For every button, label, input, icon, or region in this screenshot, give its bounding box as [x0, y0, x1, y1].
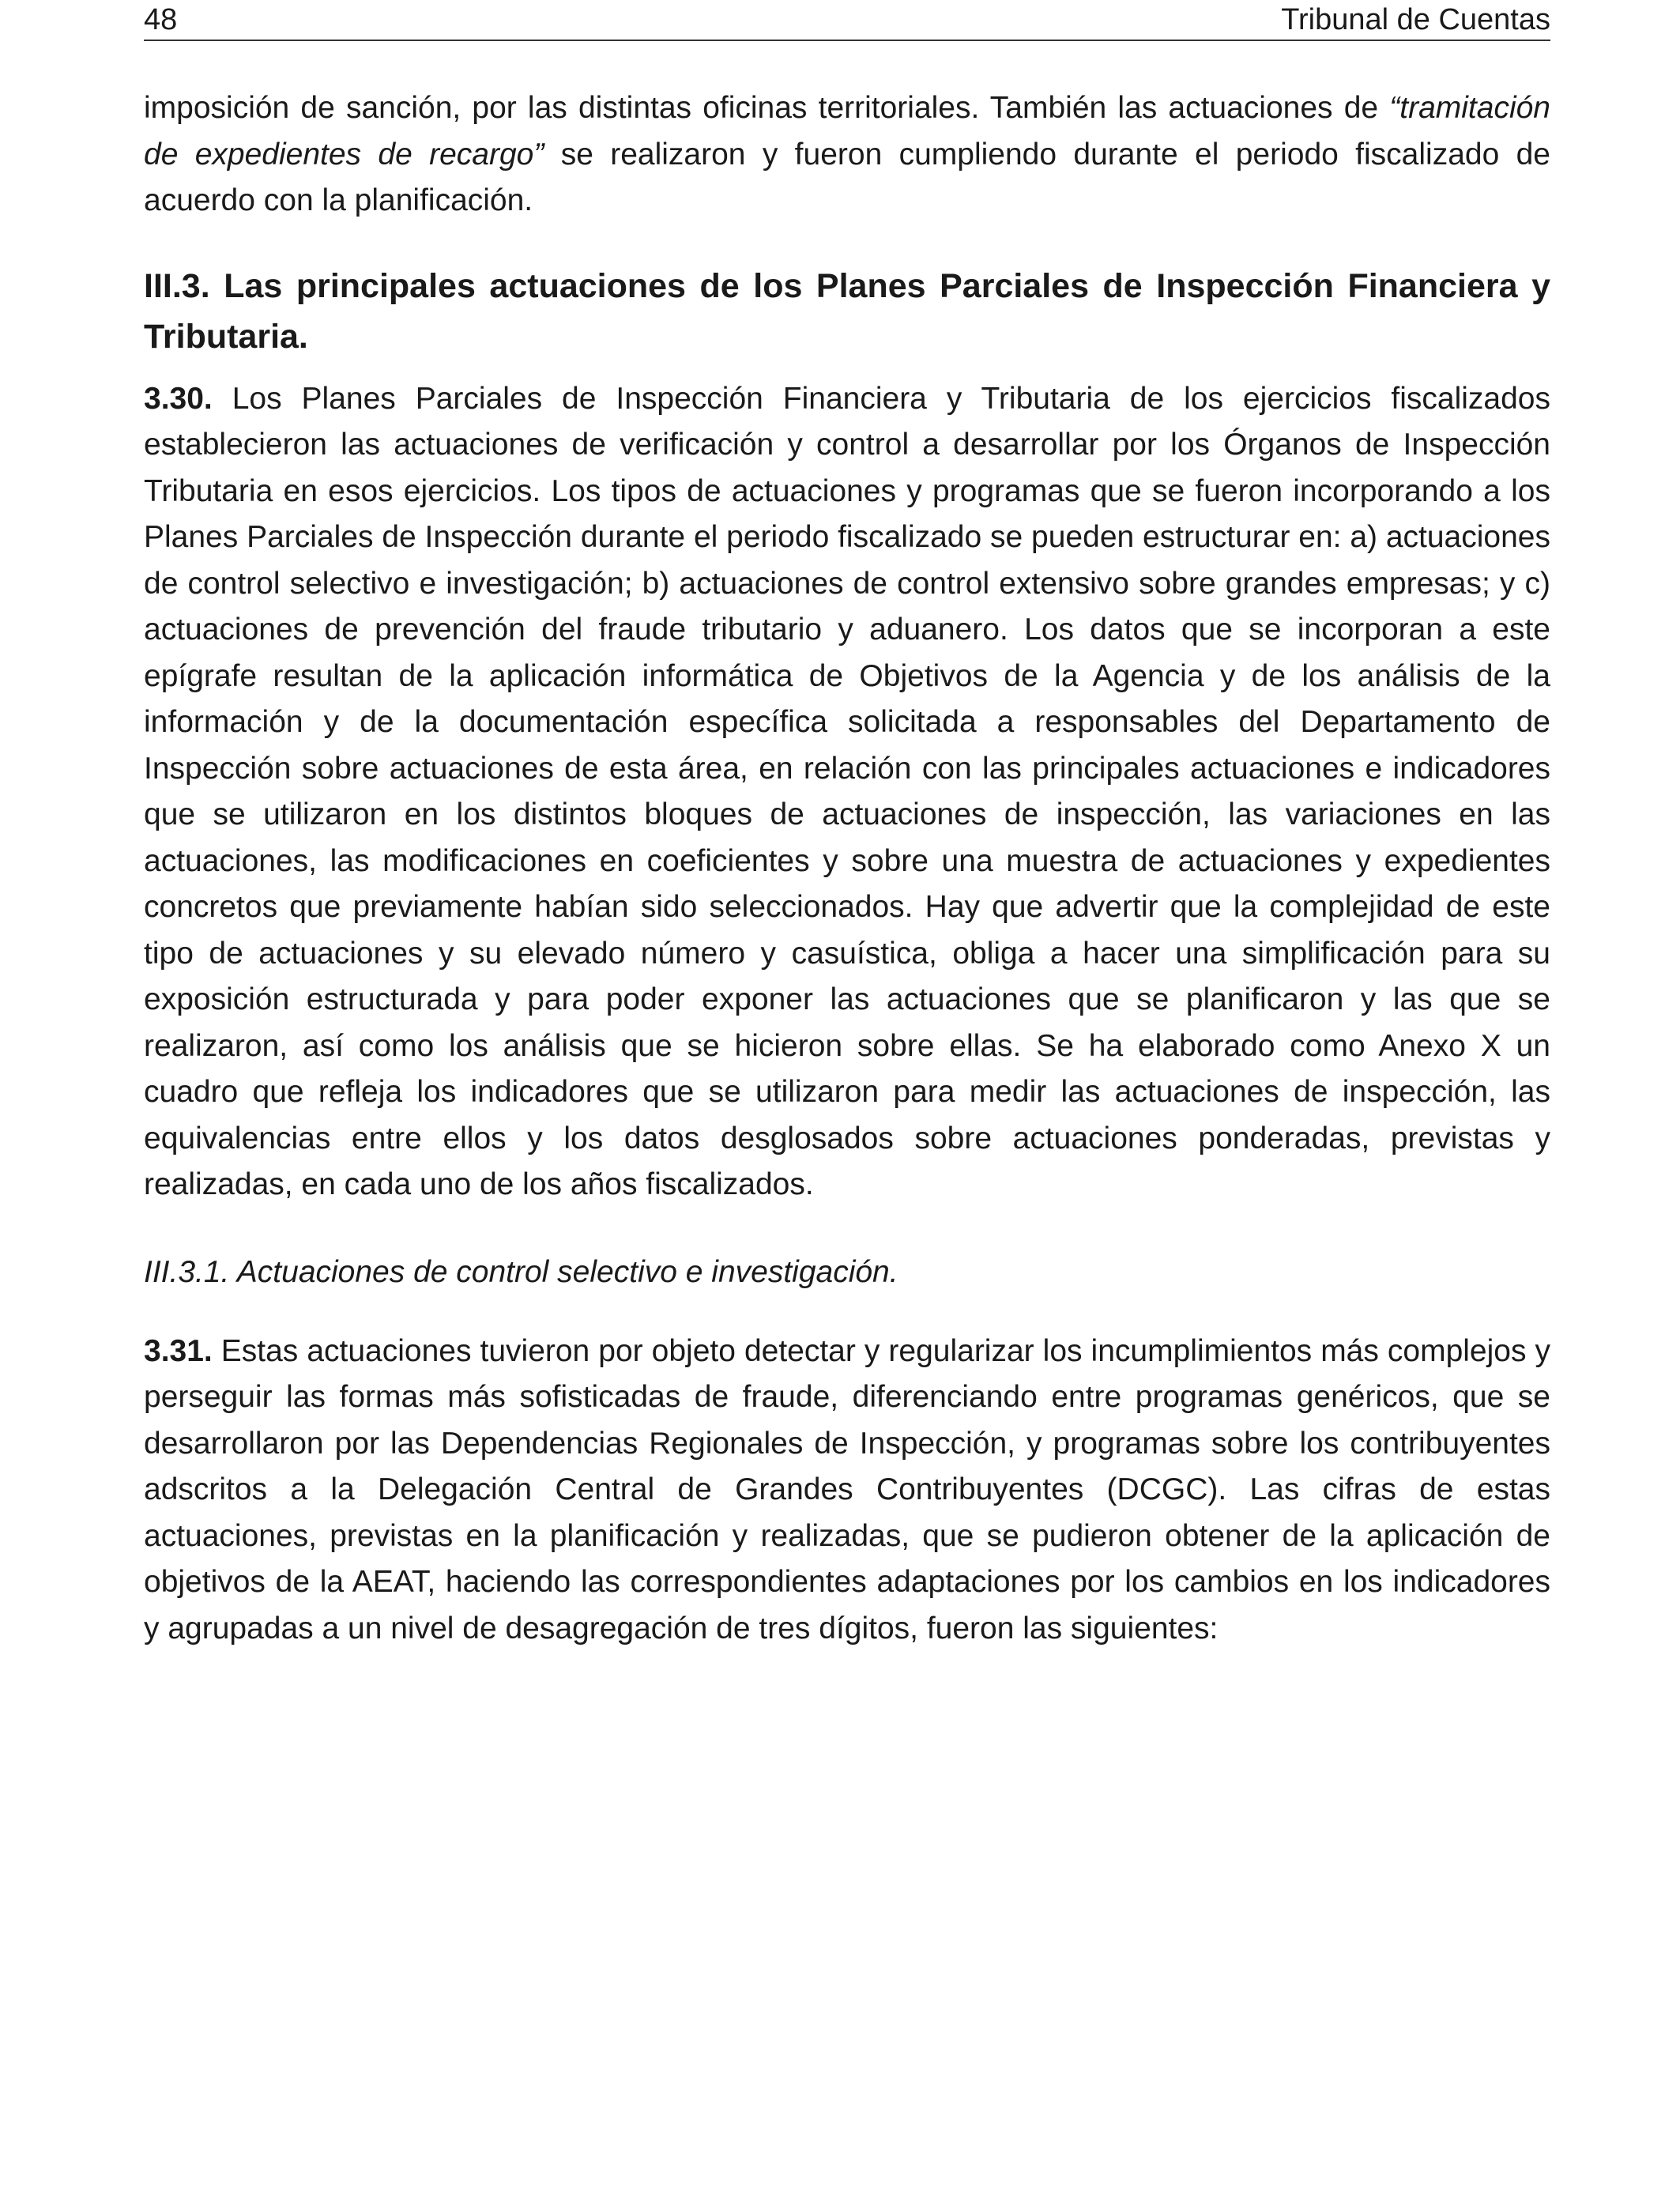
- paragraph-text: Estas actuaciones tuvieron por objeto detectar y regularizar los incumplimientos más complejos y perseguir las formas más sofisticadas de fraude, diferenciando entre programas genéricos, que se desarrollaron por las Dependencias Regionales de Inspección, y programas sobre los contribuyentes adscritos a la Delegación Central de Grandes Contribuyentes (DCGC). Las cifras de estas actuaciones, previstas en la planificación y realizadas, que se pudieron obtener de la aplicación de objetivos de la AEAT, haciendo las correspondientes adaptaciones por los cambios en los indicadores y agrupadas a un nivel de desagregación de tres dígitos, fueron las siguientes:: [144, 1333, 1550, 1646]
- intro-text-start: imposición de sanción, por las distintas oficinas territoriales. También las actuaciones de: [144, 91, 1390, 125]
- subsection-heading: III.3.1. Actuaciones de control selectivo e investigación.: [144, 1254, 898, 1289]
- paragraph-text: Los Planes Parciales de Inspección Financiera y Tributaria de los ejercicios fiscalizados establecieron las actuaciones de verificación y control a desarrollar por los Órganos de Inspección Tributaria en esos ejercicios. Los tipos de actuaciones y programas que se fueron incorporando a los Planes Parciales de Inspección durante el periodo fiscalizado se pueden estructurar en: a) actuaciones de control selectivo e investigación; b) actuaciones de control extensivo sobre grandes empresas; y c) actuaciones de prevención del fraude tributario y aduanero. Los datos que se incorporan a este epígrafe resultan de la aplicación informática de Objetivos de la Agencia y de los análisis de la información y de la documentación específica solicitada a responsables del Departamento de Inspección sobre actuaciones de esta área, en relación con las principales actuaciones e indicadores que se utilizaron en los distintos bloques de actuaciones de inspección, las variaciones en las actuaciones, las modificaciones en coeficientes y sobre una muestra de actuaciones y expedientes concretos que previamente habían sido seleccionados. Hay que advertir que la complejidad de este tipo de actuaciones y su elevado número y casuística, obliga a hacer una simplificación para su exposición estructurada y para poder exponer las actuaciones que se planificaron y las que se realizaron, así como los análisis que se hicieron sobre ellas. Se ha elaborado como Anexo X un cuadro que refleja los indicadores que se utilizaron para medir las actuaciones de inspección, las equivalencias entre ellos y los datos desglosados sobre actuaciones ponderadas, previstas y realizadas, en cada uno de los años fiscalizados.: [144, 381, 1550, 1201]
- paragraph-number: 3.30.: [144, 381, 213, 416]
- section-heading: III.3. Las principales actuaciones de los Planes Parciales de Inspección Financiera y Tributaria.: [144, 266, 1550, 356]
- paragraph-3-31: [144, 1329, 1550, 1653]
- intro-paragraph: [144, 85, 1550, 224]
- page-number: 48: [144, 3, 178, 36]
- running-header: [144, 0, 1550, 41]
- intro-text-end: se realizaron y fueron cumpliendo durante el periodo fiscalizado de acuerdo con la planificación.: [144, 137, 1550, 217]
- paragraph-3-30: [144, 376, 1550, 1208]
- document-page: [144, 0, 1550, 1652]
- paragraph-number: 3.31.: [144, 1333, 213, 1368]
- intro-italic-phrase: “tramitación de expedientes de recargo”: [144, 91, 1550, 172]
- running-title: Tribunal de Cuentas: [1281, 3, 1550, 36]
